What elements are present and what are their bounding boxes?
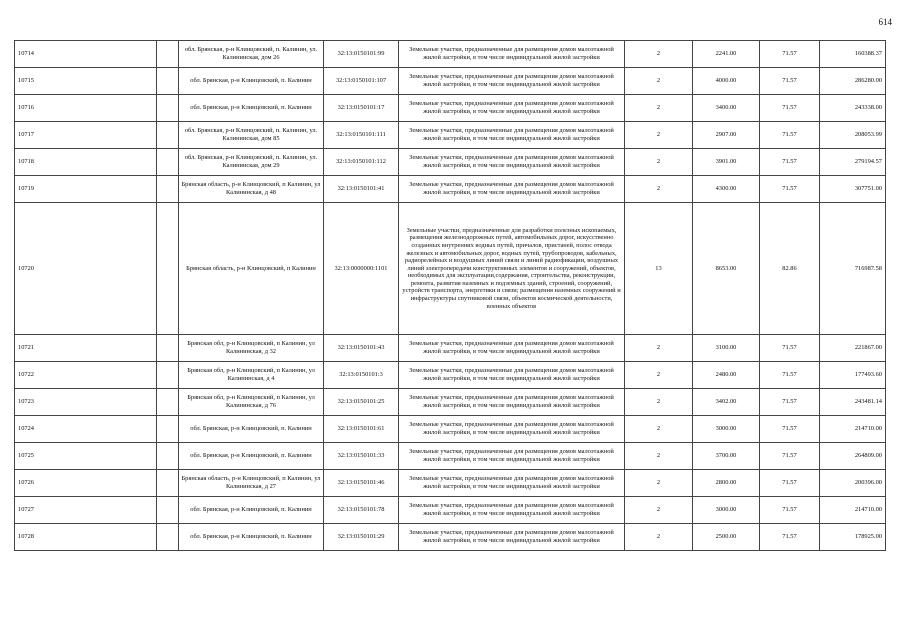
row-number-cell: 10722	[15, 362, 157, 389]
cadastral-value-cell: 264809.00	[820, 443, 886, 470]
area-cell: 4000.00	[693, 68, 760, 95]
blank-cell	[157, 335, 179, 362]
area-cell: 3901.00	[693, 149, 760, 176]
table-row	[15, 41, 886, 68]
land-use-cell: Земельные участки, предназначенные для размещения домов малоэтажной жилой застройки, в том числе индивидуальной жилой застройки	[399, 443, 625, 470]
area-cell: 3700.00	[693, 443, 760, 470]
cadastral-value-cell: 177493.60	[820, 362, 886, 389]
row-number-cell: 10724	[15, 416, 157, 443]
rate-cell: 71.57	[760, 176, 820, 203]
group-cell: 2	[625, 362, 693, 389]
blank-cell	[157, 389, 179, 416]
land-use-cell: Земельные участки, предназначенные для размещения домов малоэтажной жилой застройки, в том числе индивидуальной жилой застройки	[399, 470, 625, 497]
area-cell: 3400.00	[693, 95, 760, 122]
address-cell: обл. Брянская, р-н Клинцовский, п. Калинин, ул. Калининская, дом 85	[179, 122, 324, 149]
cadastral-value-cell: 716987.58	[820, 203, 886, 335]
cadastral-value-cell: 200396.00	[820, 470, 886, 497]
address-cell: обл. Брянская, р-н Клинцовский, п. Калинин, ул. Калининская, дом 26	[179, 41, 324, 68]
group-cell: 2	[625, 335, 693, 362]
cadastral-value-cell: 160388.37	[820, 41, 886, 68]
cadastral-number-cell: 32:13:0150101:33	[324, 443, 399, 470]
area-cell: 3402.00	[693, 389, 760, 416]
land-use-cell: Земельные участки, предназначенные для размещения домов малоэтажной жилой застройки, в том числе индивидуальной жилой застройки	[399, 362, 625, 389]
area-cell: 2241.00	[693, 41, 760, 68]
cadastral-value-cell: 286280.00	[820, 68, 886, 95]
cadastral-number-cell: 32:13:0150101:25	[324, 389, 399, 416]
blank-cell	[157, 470, 179, 497]
land-use-cell: Земельные участки, предназначенные для размещения домов малоэтажной жилой застройки, в том числе индивидуальной жилой застройки	[399, 497, 625, 524]
land-use-cell: Земельные участки, предназначенные для размещения домов малоэтажной жилой застройки, в том числе индивидуальной жилой застройки	[399, 41, 625, 68]
address-cell: Брянская область, р-н Клинцовский, п Калинин	[179, 203, 324, 335]
rate-cell: 71.57	[760, 122, 820, 149]
blank-cell	[157, 524, 179, 551]
group-cell: 2	[625, 68, 693, 95]
group-cell: 2	[625, 149, 693, 176]
group-cell: 13	[625, 203, 693, 335]
table-row	[15, 176, 886, 203]
cadastral-value-cell: 178925.00	[820, 524, 886, 551]
cadastral-number-cell: 32:13:0150101:43	[324, 335, 399, 362]
row-number-cell: 10716	[15, 95, 157, 122]
cadastral-value-cell: 214710.00	[820, 416, 886, 443]
table-row	[15, 149, 886, 176]
land-use-cell: Земельные участки, предназначенные для размещения домов малоэтажной жилой застройки, в том числе индивидуальной жилой застройки	[399, 389, 625, 416]
address-cell: Брянская обл, р-н Клинцовский, п Калинин, ул Калининская, д 76	[179, 389, 324, 416]
cadastral-number-cell: 32:13:0150101:29	[324, 524, 399, 551]
rate-cell: 71.57	[760, 524, 820, 551]
row-number-cell: 10721	[15, 335, 157, 362]
cadastral-number-cell: 32:13:0150101:41	[324, 176, 399, 203]
table-row	[15, 416, 886, 443]
blank-cell	[157, 416, 179, 443]
cadastral-number-cell: 32:13:0150101:46	[324, 470, 399, 497]
rate-cell: 71.57	[760, 41, 820, 68]
rate-cell: 71.57	[760, 95, 820, 122]
rate-cell: 82.86	[760, 203, 820, 335]
rate-cell: 71.57	[760, 149, 820, 176]
cadastral-value-cell: 208053.99	[820, 122, 886, 149]
cadastral-number-cell: 32:13:0150101:112	[324, 149, 399, 176]
address-cell: обл. Брянская, р-н Клинцовский, п. Калинин	[179, 416, 324, 443]
blank-cell	[157, 95, 179, 122]
area-cell: 3100.00	[693, 335, 760, 362]
table-row	[15, 203, 886, 335]
row-number-cell: 10715	[15, 68, 157, 95]
row-number-cell: 10728	[15, 524, 157, 551]
cadastral-number-cell: 32:13:0150101:111	[324, 122, 399, 149]
row-number-cell: 10720	[15, 203, 157, 335]
table-row	[15, 389, 886, 416]
row-number-cell: 10719	[15, 176, 157, 203]
group-cell: 2	[625, 443, 693, 470]
cadastral-number-cell: 32:13:0150101:78	[324, 497, 399, 524]
land-use-cell: Земельные участки, предназначенные для размещения домов малоэтажной жилой застройки, в том числе индивидуальной жилой застройки	[399, 122, 625, 149]
blank-cell	[157, 68, 179, 95]
group-cell: 2	[625, 524, 693, 551]
blank-cell	[157, 41, 179, 68]
blank-cell	[157, 122, 179, 149]
row-number-cell: 10718	[15, 149, 157, 176]
table-row	[15, 524, 886, 551]
rate-cell: 71.57	[760, 362, 820, 389]
address-cell: обл. Брянская, р-н Клинцовский, п. Калинин	[179, 68, 324, 95]
rate-cell: 71.57	[760, 470, 820, 497]
table-row	[15, 362, 886, 389]
address-cell: обл. Брянская, р-н Клинцовский, п. Калинин	[179, 443, 324, 470]
area-cell: 3000.00	[693, 416, 760, 443]
address-cell: Брянская область, р-н Клинцовский, п Калинин, ул Калининская, д 48	[179, 176, 324, 203]
cadastral-value-cell: 243338.00	[820, 95, 886, 122]
address-cell: Брянская обл, р-н Клинцовский, п Калинин, ул Калининская, д 32	[179, 335, 324, 362]
table-row	[15, 443, 886, 470]
row-number-cell: 10714	[15, 41, 157, 68]
group-cell: 2	[625, 95, 693, 122]
group-cell: 2	[625, 416, 693, 443]
group-cell: 2	[625, 389, 693, 416]
row-number-cell: 10717	[15, 122, 157, 149]
address-cell: обл. Брянская, р-н Клинцовский, п. Калинин	[179, 95, 324, 122]
table-row	[15, 497, 886, 524]
group-cell: 2	[625, 497, 693, 524]
address-cell: Брянская область, р-н Клинцовский, п Калинин, ул Калининская, д 27	[179, 470, 324, 497]
cadastral-number-cell: 32:13:0150101:61	[324, 416, 399, 443]
cadastral-number-cell: 32:13:0150101:17	[324, 95, 399, 122]
table-body	[15, 41, 886, 551]
rate-cell: 71.57	[760, 416, 820, 443]
land-use-cell: Земельные участки, предназначенные для размещения домов малоэтажной жилой застройки, в том числе индивидуальной жилой застройки	[399, 335, 625, 362]
land-use-cell: Земельные участки, предназначенные для размещения домов малоэтажной жилой застройки, в том числе индивидуальной жилой застройки	[399, 149, 625, 176]
land-use-cell: Земельные участки, предназначенные для размещения домов малоэтажной жилой застройки, в том числе индивидуальной жилой застройки	[399, 416, 625, 443]
group-cell: 2	[625, 122, 693, 149]
cadastral-number-cell: 32:13:0150101:3	[324, 362, 399, 389]
group-cell: 2	[625, 176, 693, 203]
cadastral-value-cell: 214710.00	[820, 497, 886, 524]
row-number-cell: 10726	[15, 470, 157, 497]
land-use-cell: Земельные участки, предназначенные для разработки полезных ископаемых, размещения железнодорожных путей, автомобильных дорог, искусственно созданных внутренних водных путей, причалов, пристаней, полос отвода железных и автомобильных дорог, водных путей, трубопроводов, кабельных, радиорелейных и воздушных линий связи и линий радиофикации, воздушных линий электропередачи конструктивных элементов и сооружений, объектов, необходимых для эксплуатации,содержания, строительства, реконструкции, ремонта, развития наземных и подземных зданий, строений, сооружений, устройств транспорта, энергетики и связи; размещения наземных сооружений и инфраструктуры спутниковой связи, объектов космической деятельности, военных объектов	[399, 203, 625, 335]
address-cell: обл. Брянская, р-н Клинцовский, п. Калинин	[179, 524, 324, 551]
table-row	[15, 335, 886, 362]
land-use-cell: Земельные участки, предназначенные для размещения домов малоэтажной жилой застройки, в том числе индивидуальной жилой застройки	[399, 176, 625, 203]
area-cell: 2907.00	[693, 122, 760, 149]
land-use-cell: Земельные участки, предназначенные для размещения домов малоэтажной жилой застройки, в том числе индивидуальной жилой застройки	[399, 68, 625, 95]
area-cell: 2800.00	[693, 470, 760, 497]
rate-cell: 71.57	[760, 443, 820, 470]
area-cell: 2500.00	[693, 524, 760, 551]
blank-cell	[157, 203, 179, 335]
area-cell: 8653.00	[693, 203, 760, 335]
rate-cell: 71.57	[760, 389, 820, 416]
address-cell: Брянская обл, р-н Клинцовский, п Калинин, ул Калининская, д 4	[179, 362, 324, 389]
blank-cell	[157, 497, 179, 524]
address-cell: обл. Брянская, р-н Клинцовский, п. Калинин, ул. Калининская, дом 29	[179, 149, 324, 176]
land-use-cell: Земельные участки, предназначенные для размещения домов малоэтажной жилой застройки, в том числе индивидуальной жилой застройки	[399, 524, 625, 551]
table-row	[15, 122, 886, 149]
cadastral-value-cell: 307751.00	[820, 176, 886, 203]
cadastral-number-cell: 32:13:0150101:107	[324, 68, 399, 95]
cadastral-value-cell: 279194.57	[820, 149, 886, 176]
cadastral-value-cell: 243481.14	[820, 389, 886, 416]
land-use-cell: Земельные участки, предназначенные для размещения домов малоэтажной жилой застройки, в том числе индивидуальной жилой застройки	[399, 95, 625, 122]
blank-cell	[157, 443, 179, 470]
row-number-cell: 10725	[15, 443, 157, 470]
cadastral-number-cell: 32:13:0000000:1101	[324, 203, 399, 335]
rate-cell: 71.57	[760, 68, 820, 95]
area-cell: 2480.00	[693, 362, 760, 389]
address-cell: обл. Брянская, р-н Клинцовский, п. Калинин	[179, 497, 324, 524]
cadastral-number-cell: 32:13:0150101:99	[324, 41, 399, 68]
blank-cell	[157, 362, 179, 389]
group-cell: 2	[625, 41, 693, 68]
area-cell: 4300.00	[693, 176, 760, 203]
row-number-cell: 10727	[15, 497, 157, 524]
rate-cell: 71.57	[760, 497, 820, 524]
cadastral-table	[14, 40, 886, 551]
blank-cell	[157, 176, 179, 203]
table-row	[15, 95, 886, 122]
area-cell: 3000.00	[693, 497, 760, 524]
cadastral-value-cell: 221867.00	[820, 335, 886, 362]
blank-cell	[157, 149, 179, 176]
page-number: 614	[878, 17, 892, 27]
row-number-cell: 10723	[15, 389, 157, 416]
rate-cell: 71.57	[760, 335, 820, 362]
group-cell: 2	[625, 470, 693, 497]
table-row	[15, 470, 886, 497]
table-row	[15, 68, 886, 95]
